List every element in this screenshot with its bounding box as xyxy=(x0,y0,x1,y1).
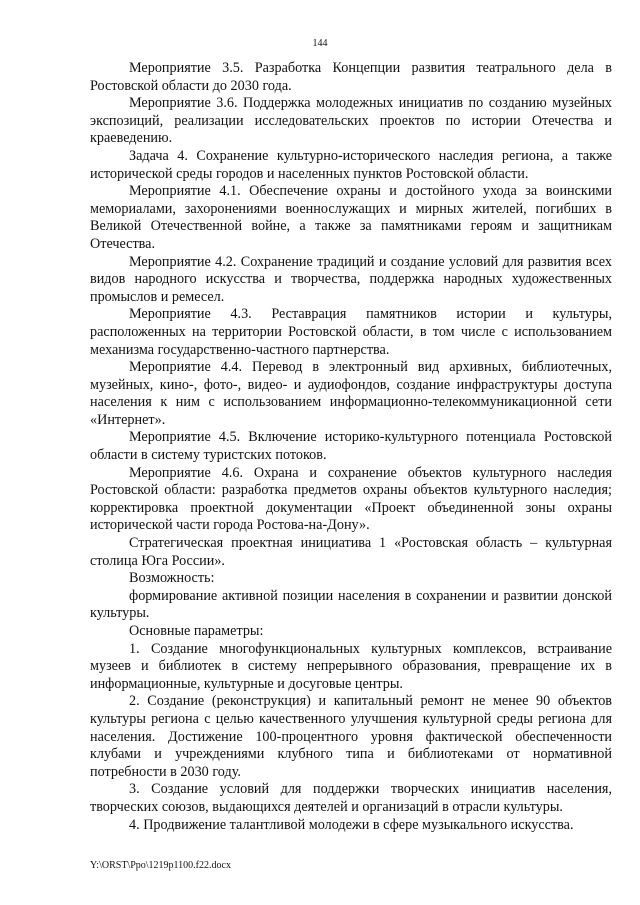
paragraph-parameter-4: 4. Продвижение талантливой молодежи в сфере музыкального искусства. xyxy=(129,816,574,833)
paragraph-opportunity-text: формирование активной позиции населения в сохранении и развитии донской культуры. xyxy=(90,587,612,622)
paragraph-event-4-4: Мероприятие 4.4. Перевод в электронный вид архивных, библиотечных, музейных, кино-, фото-, видео- и аудиофондов, создание инфраструктуры доступа населения к ним с использованием информационно-телекоммуникационной сети «Интернет». xyxy=(90,359,612,428)
paragraph-initiative-1: Стратегическая проектная инициатива 1 «Ростовская область – культурная столица Юга России». xyxy=(90,535,612,569)
paragraph-task-4: Задача 4. Сохранение культурно-исторического наследия региона, а также исторической среды городов и населенных пунктов Ростовской области. xyxy=(90,147,612,182)
paragraph-parameter-3: 3. Создание условий для поддержки творческих инициатив населения, творческих союзов, выдающихся деятелей и организаций в отрасли культуры. xyxy=(90,781,612,815)
footer-file-path: Y:\ORST\Ppo\1219p1100.f22.docx xyxy=(90,860,231,871)
paragraph-parameters-heading: Основные параметры: xyxy=(129,623,264,639)
paragraph-event-4-2: Мероприятие 4.2. Сохранение традиций и создание условий для развития всех видов народного искусства и творчества, поддержка народных художественных промыслов и ремесел. xyxy=(90,253,612,305)
paragraph-parameter-1: 1. Создание многофункциональных культурных комплексов, встраивание музеев и библиотек в систему непрерывного образования, превращение их в информационные, культурные и досуговые центры. xyxy=(90,640,612,692)
paragraph-event-4-3: Мероприятие 4.3. Реставрация памятников истории и культуры, расположенных на территории Ростовской области, в том числе с использованием механизма государственно-частного партнерства. xyxy=(90,306,612,358)
paragraph-opportunity-heading: Возможность: xyxy=(129,570,215,587)
page-number: 144 xyxy=(312,38,328,49)
paragraph-event-4-6: Мероприятие 4.6. Охрана и сохранение объектов культурного наследия Ростовской области: разработка предметов охраны объектов культурного наследия; корректировка проектной документации «Проект объединенной зоны охраны исторической части города Ростова-на-Дону». xyxy=(90,464,612,534)
paragraph-event-4-5: Мероприятие 4.5. Включение историко-культурного потенциала Ростовской области в систему туристских потоков. xyxy=(90,429,612,464)
paragraph-parameter-2: 2. Создание (реконструкция) и капитальный ремонт не менее 90 объектов культуры региона с целью качественного улучшения культурной среды региона для населения. Достижение 100-процентного уровня фактической обеспеченности клубами и учреждениями клубного типа и библиотеками от нормативной потребности в 2030 году. xyxy=(90,693,612,780)
paragraph-event-4-1: Мероприятие 4.1. Обеспечение охраны и достойного ухода за воинскими мемориалами, захоронениями военнослужащих и мирных жителей, погибших в Великой Отечественной войне, а также за памятниками героям и защитникам Отечества. xyxy=(90,183,612,252)
paragraph-event-3-6: Мероприятие 3.6. Поддержка молодежных инициатив по созданию музейных экспозиций, реализации исследовательских проектов по истории Отечества и краеведению. xyxy=(90,95,612,147)
document-body xyxy=(90,60,612,834)
paragraph-event-3-5: Мероприятие 3.5. Разработка Концепции развития театрального дела в Ростовской области до 2030 года. xyxy=(90,60,612,94)
